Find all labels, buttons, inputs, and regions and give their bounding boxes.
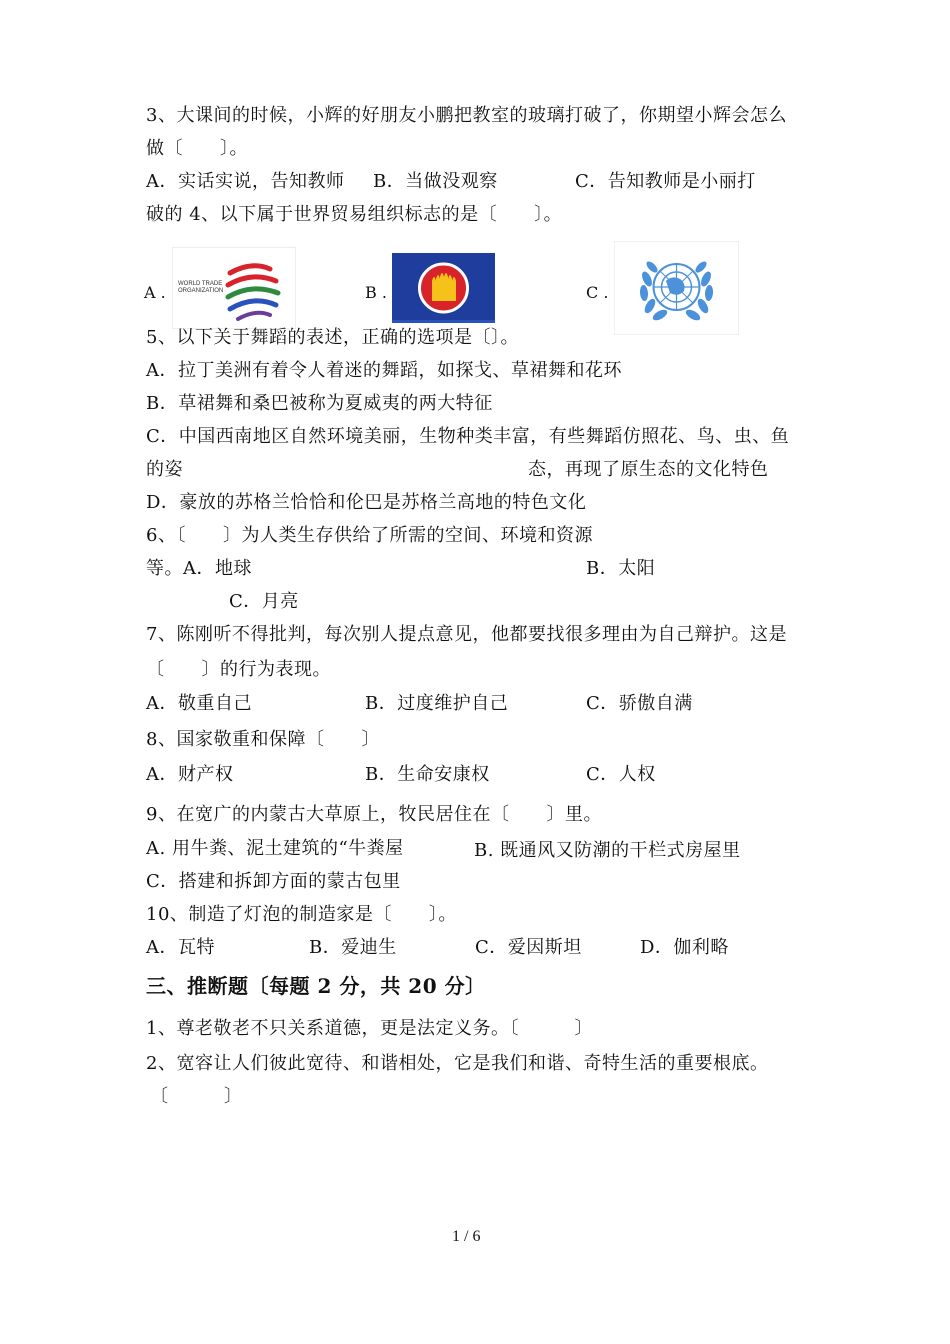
q9-option-a: A. 用牛粪、泥土建筑的“牛粪屋 (146, 838, 404, 859)
q5-option-d: D．豪放的苏格兰恰恰和伦巴是苏格兰高地的特色文化 (146, 492, 587, 513)
q10-option-b: B．爱迪生 (309, 937, 397, 958)
wto-logo-text-2: ORGANIZATION (178, 288, 224, 294)
q5-option-c-line2a: 的姿 (146, 459, 183, 480)
q6-line2: 等。A．地球 (146, 558, 252, 579)
q7-option-c: C．骄傲自满 (586, 693, 693, 714)
wto-logo-icon (172, 247, 296, 329)
q5-option-c-line1: C．中国西南地区自然环境美丽，生物种类丰富，有些舞蹈仿照花、鸟、虫、鱼 (146, 426, 790, 447)
q7-line2: 〔 〕的行为表现。 (146, 659, 331, 680)
q3-option-b: B．当做没观察 (373, 171, 498, 192)
un-logo (614, 241, 739, 335)
q4-stem: 破的 4、以下属于世界贸易组织标志的是〔 〕。 (146, 204, 563, 225)
q9-option-c: C．搭建和拆卸方面的蒙古包里 (146, 871, 401, 892)
q5-option-b: B．草裙舞和桑巴被称为夏威夷的两大特征 (146, 393, 493, 414)
section3-title: 三、推断题〔每题 2 分，共 20 分〕 (146, 974, 486, 998)
q3-line1: 3、大课间的时候，小辉的好朋友小鹏把教室的玻璃打破了，你期望小辉会怎么 (146, 105, 787, 126)
q3-line2: 做〔 〕。 (146, 138, 248, 159)
section3-item-2-bracket: 〔 〕 (150, 1086, 243, 1107)
q4-label-c: C . (586, 283, 609, 302)
un-logo-icon (614, 241, 739, 335)
wto-logo-text-1: WORLD TRADE (178, 281, 223, 287)
q8-option-a: A．财产权 (146, 764, 234, 785)
q3-option-c: C．告知教师是小丽打 (575, 171, 756, 192)
q6-option-b: B．太阳 (586, 558, 656, 579)
section3-item-1: 1、尊老敬老不只关系道德，更是法定义务。〔 〕 (146, 1018, 593, 1039)
section3-item-2: 2、宽容让人们彼此宽待、和谐相处，它是我们和谐、奇特生活的重要根底。 (146, 1053, 769, 1074)
q8-stem: 8、国家敬重和保障〔 〕 (146, 729, 380, 750)
page-number: 1 / 6 (452, 1228, 481, 1245)
q5-option-a: A．拉丁美洲有着令人着迷的舞蹈，如探戈、草裙舞和花环 (146, 360, 622, 381)
q9-option-b: B. 既通风又防潮的干栏式房屋里 (474, 840, 741, 861)
q6-option-c: C．月亮 (229, 591, 299, 612)
q5-option-c-line2b: 态，再现了原生态的文化特色 (528, 459, 769, 480)
q7-line1: 7、陈刚听不得批判，每次别人提点意见，他都要找很多理由为自己辩护。这是 (146, 624, 787, 645)
q9-stem: 9、在宽广的内蒙古大草原上，牧民居住在〔 〕里。 (146, 804, 602, 825)
q10-option-c: C．爱因斯坦 (475, 937, 582, 958)
asean-logo-icon (392, 253, 495, 323)
q10-option-a: A．瓦特 (146, 937, 215, 958)
q3-option-a: A．实话实说，告知教师 (146, 171, 345, 192)
q4-label-b: B . (365, 283, 387, 302)
q10-stem: 10、制造了灯泡的制造家是〔 〕。 (146, 904, 457, 925)
q4-label-a: A . (144, 283, 166, 302)
q8-option-c: C．人权 (586, 764, 656, 785)
q10-option-d: D．伽利略 (640, 937, 729, 958)
q8-option-b: B．生命安康权 (365, 764, 490, 785)
asean-logo (392, 253, 495, 323)
q7-option-b: B．过度维护自己 (365, 693, 509, 714)
wto-logo (172, 247, 296, 329)
q7-option-a: A．敬重自己 (146, 693, 252, 714)
q5-stem: 5、以下关于舞蹈的表述，正确的选项是〔〕。 (146, 327, 519, 348)
q6-stem: 6、〔 〕为人类生存供给了所需的空间、环境和资源 (146, 525, 593, 546)
